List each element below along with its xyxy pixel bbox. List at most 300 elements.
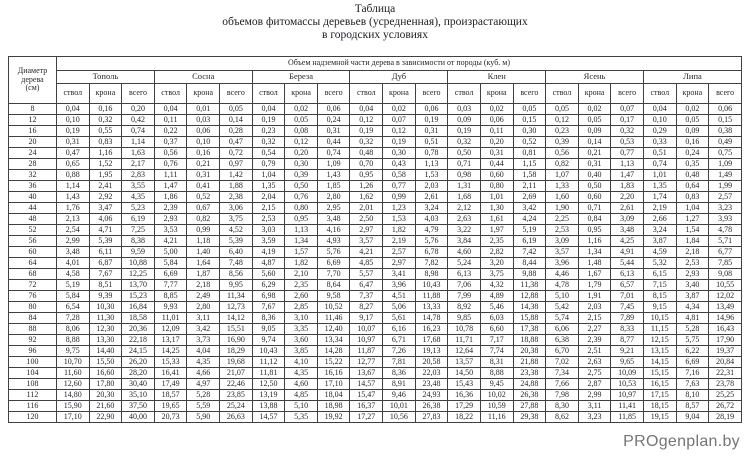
species-header: Липа — [643, 71, 741, 84]
value-cell: 5,19 — [57, 280, 90, 291]
value-cell: 5,71 — [709, 236, 742, 247]
diameter-cell: 116 — [9, 401, 57, 412]
value-cell: 16,23 — [415, 324, 448, 335]
value-cell: 7,74 — [480, 346, 513, 357]
species-header: Клен — [448, 71, 546, 84]
value-cell: 8,44 — [513, 258, 546, 269]
table-row — [9, 302, 742, 313]
value-cell: 4,85 — [350, 258, 383, 269]
value-cell: 3,60 — [285, 335, 318, 346]
value-cell: 17,80 — [89, 379, 122, 390]
value-cell: 0,23 — [252, 126, 285, 137]
value-cell: 4,91 — [611, 247, 644, 258]
value-cell: 22,03 — [415, 368, 448, 379]
value-cell: 0,47 — [57, 148, 90, 159]
value-cell: 6,03 — [480, 313, 513, 324]
diameter-cell: 80 — [9, 302, 57, 313]
value-cell: 10,78 — [448, 324, 481, 335]
value-cell: 2,97 — [350, 225, 383, 236]
value-cell: 20,58 — [415, 357, 448, 368]
value-cell: 0,05 — [513, 104, 546, 115]
value-cell: 0,14 — [220, 115, 253, 126]
value-cell: 0,07 — [611, 104, 644, 115]
value-cell: 0,74 — [317, 148, 350, 159]
table-row — [9, 335, 742, 346]
value-cell: 0,02 — [578, 104, 611, 115]
value-cell: 10,07 — [350, 324, 383, 335]
value-cell: 0,98 — [448, 170, 481, 181]
value-cell: 14,96 — [709, 313, 742, 324]
value-cell: 9,15 — [643, 302, 676, 313]
value-cell: 8,57 — [676, 401, 709, 412]
value-cell: 0,02 — [676, 104, 709, 115]
value-cell: 24,88 — [513, 379, 546, 390]
value-cell: 7,67 — [252, 302, 285, 313]
value-cell: 6,13 — [448, 269, 481, 280]
value-cell: 7,06 — [448, 280, 481, 291]
value-cell: 10,53 — [611, 379, 644, 390]
value-cell: 0,83 — [89, 137, 122, 148]
value-cell: 0,49 — [709, 137, 742, 148]
value-cell: 7,66 — [546, 379, 579, 390]
value-cell: 0,06 — [187, 126, 220, 137]
table-row — [9, 269, 742, 280]
value-cell: 6,11 — [89, 247, 122, 258]
value-cell: 0,19 — [383, 137, 416, 148]
value-cell: 1,42 — [220, 170, 253, 181]
value-cell: 2,18 — [187, 280, 220, 291]
value-cell: 2,03 — [415, 181, 448, 192]
diameter-cell: 60 — [9, 247, 57, 258]
value-cell: 8,88 — [57, 335, 90, 346]
value-cell: 2,35 — [285, 280, 318, 291]
value-cell: 0,31 — [187, 170, 220, 181]
value-cell: 14,50 — [448, 368, 481, 379]
subheader-cell: ствол — [154, 84, 187, 104]
value-cell: 2,03 — [578, 302, 611, 313]
value-cell: 0,71 — [578, 203, 611, 214]
diameter-cell: 108 — [9, 379, 57, 390]
value-cell: 0,06 — [480, 115, 513, 126]
value-cell: 3,57 — [350, 236, 383, 247]
table-row — [9, 148, 742, 159]
value-cell: 0,32 — [350, 137, 383, 148]
value-cell: 1,13 — [285, 225, 318, 236]
value-cell: 8,30 — [546, 401, 579, 412]
value-cell: 0,11 — [480, 126, 513, 137]
value-cell: 18,88 — [513, 335, 546, 346]
value-cell: 8,91 — [383, 379, 416, 390]
value-cell: 0,22 — [154, 126, 187, 137]
value-cell: 5,44 — [611, 258, 644, 269]
value-cell: 6,40 — [220, 247, 253, 258]
value-cell: 0,07 — [383, 115, 416, 126]
value-cell: 7,02 — [546, 357, 579, 368]
value-cell: 2,80 — [187, 302, 220, 313]
value-cell: 2,35 — [480, 236, 513, 247]
table-row — [9, 379, 742, 390]
value-cell: 0,01 — [187, 104, 220, 115]
value-cell: 8,92 — [448, 302, 481, 313]
value-cell: 3,42 — [187, 324, 220, 335]
value-cell: 0,20 — [480, 137, 513, 148]
value-cell: 8,36 — [383, 368, 416, 379]
value-cell: 1,53 — [415, 170, 448, 181]
value-cell: 9,59 — [122, 247, 155, 258]
value-cell: 9,88 — [513, 269, 546, 280]
value-cell: 4,06 — [89, 214, 122, 225]
value-cell: 2,10 — [285, 269, 318, 280]
value-cell: 0,51 — [643, 148, 676, 159]
value-cell: 25,25 — [709, 390, 742, 401]
value-cell: 3,57 — [546, 247, 579, 258]
table-row — [9, 170, 742, 181]
value-cell: 9,93 — [154, 302, 187, 313]
value-cell: 17,29 — [448, 401, 481, 412]
value-cell: 5,46 — [480, 302, 513, 313]
diameter-cell: 20 — [9, 137, 57, 148]
value-cell: 5,61 — [383, 313, 416, 324]
value-cell: 3,75 — [480, 269, 513, 280]
value-cell: 0,77 — [611, 148, 644, 159]
value-cell: 3,96 — [546, 258, 579, 269]
value-cell: 4,35 — [285, 368, 318, 379]
value-cell: 0,39 — [546, 137, 579, 148]
volume-span-header: Объем надземной части дерева в зависимости от породы (куб. м) — [57, 57, 742, 71]
value-cell: 1,74 — [643, 192, 676, 203]
value-cell: 0,44 — [317, 137, 350, 148]
diameter-cell: 24 — [9, 148, 57, 159]
value-cell: 0,05 — [220, 104, 253, 115]
value-cell: 4,35 — [187, 357, 220, 368]
value-cell: 5,39 — [89, 236, 122, 247]
value-cell: 0,06 — [415, 104, 448, 115]
value-cell: 0,09 — [578, 126, 611, 137]
value-cell: 0,50 — [578, 181, 611, 192]
value-cell: 0,29 — [643, 126, 676, 137]
title-line-3: в городских условиях — [322, 29, 428, 41]
value-cell: 17,68 — [415, 335, 448, 346]
value-cell: 3,75 — [220, 214, 253, 225]
value-cell: 1,88 — [220, 181, 253, 192]
table-row — [9, 357, 742, 368]
value-cell: 7,45 — [611, 302, 644, 313]
value-cell: 29,38 — [513, 412, 546, 423]
value-cell: 5,39 — [220, 236, 253, 247]
value-cell: 9,46 — [383, 390, 416, 401]
value-cell: 0,02 — [285, 104, 318, 115]
value-cell: 2,54 — [57, 225, 90, 236]
diameter-cell: 64 — [9, 258, 57, 269]
value-cell: 40,00 — [122, 412, 155, 423]
value-cell: 0,10 — [187, 137, 220, 148]
value-cell: 0,24 — [317, 115, 350, 126]
value-cell: 4,66 — [187, 368, 220, 379]
value-cell: 1,11 — [154, 170, 187, 181]
diameter-cell: 28 — [9, 159, 57, 170]
value-cell: 5,35 — [285, 412, 318, 423]
value-cell: 26,63 — [220, 412, 253, 423]
value-cell: 2,57 — [383, 247, 416, 258]
value-cell: 0,19 — [415, 115, 448, 126]
value-cell: 1,62 — [350, 192, 383, 203]
value-cell: 9,95 — [220, 280, 253, 291]
value-cell: 1,95 — [89, 170, 122, 181]
value-cell: 12,50 — [252, 379, 285, 390]
diameter-cell: 36 — [9, 181, 57, 192]
value-cell: 1,57 — [285, 247, 318, 258]
value-cell: 28,20 — [122, 368, 155, 379]
value-cell: 6,70 — [546, 346, 579, 357]
value-cell: 0,12 — [350, 115, 383, 126]
value-cell: 9,65 — [611, 357, 644, 368]
value-cell: 7,15 — [643, 280, 676, 291]
value-cell: 1,14 — [57, 181, 90, 192]
diameter-header-line: Диаметр — [17, 65, 48, 75]
value-cell: 23,78 — [709, 379, 742, 390]
table-row — [9, 280, 742, 291]
value-cell: 1,16 — [578, 236, 611, 247]
value-cell: 1,15 — [513, 159, 546, 170]
value-cell: 0,15 — [513, 115, 546, 126]
diameter-cell: 84 — [9, 313, 57, 324]
value-cell: 10,97 — [611, 390, 644, 401]
diameter-cell: 12 — [9, 115, 57, 126]
table-row — [9, 225, 742, 236]
value-cell: 0,02 — [383, 104, 416, 115]
value-cell: 4,35 — [122, 192, 155, 203]
table-row — [9, 214, 742, 225]
value-cell: 2,49 — [187, 291, 220, 302]
value-cell: 26,38 — [415, 401, 448, 412]
value-cell: 1,23 — [383, 203, 416, 214]
value-cell: 0,05 — [578, 115, 611, 126]
value-cell: 2,04 — [252, 192, 285, 203]
value-cell: 1,13 — [611, 159, 644, 170]
value-cell: 0,04 — [350, 104, 383, 115]
value-cell: 7,89 — [611, 313, 644, 324]
table-row — [9, 313, 742, 324]
value-cell: 0,06 — [317, 104, 350, 115]
value-cell: 13,88 — [252, 401, 285, 412]
value-cell: 0,47 — [220, 137, 253, 148]
value-cell: 0,06 — [709, 104, 742, 115]
value-cell: 2,92 — [89, 192, 122, 203]
value-cell: 16,37 — [350, 401, 383, 412]
value-cell: 0,21 — [578, 148, 611, 159]
value-cell: 2,15 — [252, 203, 285, 214]
subheader-cell: всего — [709, 84, 742, 104]
value-cell: 4,89 — [480, 291, 513, 302]
diameter-cell: 16 — [9, 126, 57, 137]
value-cell: 20,30 — [89, 390, 122, 401]
value-cell: 4,32 — [480, 280, 513, 291]
value-cell: 5,24 — [448, 258, 481, 269]
value-cell: 11,38 — [513, 280, 546, 291]
value-cell: 4,03 — [415, 214, 448, 225]
value-cell: 0,19 — [350, 126, 383, 137]
value-cell: 0,14 — [578, 137, 611, 148]
value-cell: 19,68 — [220, 357, 253, 368]
value-cell: 1,67 — [578, 269, 611, 280]
value-cell: 1,48 — [578, 258, 611, 269]
table-row — [9, 247, 742, 258]
value-cell: 26,72 — [709, 401, 742, 412]
diameter-cell: 8 — [9, 104, 57, 115]
diameter-cell: 40 — [9, 192, 57, 203]
value-cell: 0,78 — [415, 148, 448, 159]
diameter-cell: 68 — [9, 269, 57, 280]
value-cell: 10,56 — [383, 412, 416, 423]
value-cell: 2,93 — [676, 269, 709, 280]
value-cell: 4,60 — [448, 247, 481, 258]
value-cell: 7,42 — [513, 247, 546, 258]
value-cell: 1,27 — [676, 214, 709, 225]
value-cell: 37,50 — [122, 401, 155, 412]
value-cell: 0,99 — [187, 225, 220, 236]
diameter-cell: 96 — [9, 346, 57, 357]
value-cell: 0,84 — [578, 214, 611, 225]
value-cell: 1,14 — [122, 137, 155, 148]
value-cell: 1,52 — [89, 159, 122, 170]
value-cell: 2,85 — [285, 302, 318, 313]
value-cell: 1,47 — [611, 170, 644, 181]
phytomass-table-container — [8, 56, 742, 423]
value-cell: 11,12 — [252, 357, 285, 368]
value-cell: 2,50 — [350, 214, 383, 225]
diameter-cell: 48 — [9, 214, 57, 225]
value-cell: 15,33 — [154, 357, 187, 368]
value-cell: 3,48 — [611, 225, 644, 236]
value-cell: 15,23 — [122, 291, 155, 302]
value-cell: 6,78 — [415, 247, 448, 258]
value-cell: 3,85 — [285, 346, 318, 357]
value-cell: 4,78 — [546, 280, 579, 291]
species-header: Сосна — [154, 71, 252, 84]
value-cell: 1,04 — [676, 203, 709, 214]
value-cell: 0,76 — [285, 192, 318, 203]
value-cell: 21,88 — [513, 357, 546, 368]
value-cell: 6,60 — [480, 324, 513, 335]
value-cell: 5,75 — [676, 335, 709, 346]
diameter-cell: 44 — [9, 203, 57, 214]
value-cell: 9,74 — [252, 335, 285, 346]
value-cell: 2,53 — [676, 258, 709, 269]
species-header: Тополь — [57, 71, 155, 84]
value-cell: 2,97 — [383, 258, 416, 269]
value-cell: 14,80 — [57, 390, 90, 401]
value-cell: 1,86 — [154, 192, 187, 203]
value-cell: 2,11 — [513, 181, 546, 192]
value-cell: 8,10 — [676, 390, 709, 401]
value-cell: 19,65 — [154, 401, 187, 412]
value-cell: 8,06 — [57, 324, 90, 335]
value-cell: 6,47 — [350, 280, 383, 291]
value-cell: 4,52 — [220, 225, 253, 236]
value-cell: 14,57 — [350, 379, 383, 390]
value-cell: 1,64 — [187, 258, 220, 269]
value-cell: 0,82 — [187, 214, 220, 225]
value-cell: 2,13 — [57, 214, 90, 225]
value-cell: 3,47 — [89, 203, 122, 214]
subheader-cell: всего — [317, 84, 350, 104]
value-cell: 3,09 — [611, 214, 644, 225]
value-cell: 0,04 — [252, 104, 285, 115]
value-cell: 4,19 — [252, 247, 285, 258]
value-cell: 8,98 — [415, 269, 448, 280]
value-cell: 0,12 — [546, 115, 579, 126]
value-cell: 2,38 — [220, 192, 253, 203]
value-cell: 17,49 — [154, 379, 187, 390]
value-cell: 1,53 — [383, 214, 416, 225]
value-cell: 3,55 — [122, 181, 155, 192]
table-row — [9, 368, 742, 379]
value-cell: 3,93 — [709, 214, 742, 225]
value-cell: 23,48 — [415, 379, 448, 390]
value-cell: 0,53 — [611, 137, 644, 148]
value-cell: 10,09 — [611, 368, 644, 379]
value-cell: 16,41 — [154, 368, 187, 379]
value-cell: 0,32 — [611, 126, 644, 137]
value-cell: 9,08 — [709, 269, 742, 280]
subheader-cell: всего — [513, 84, 546, 104]
table-row — [9, 324, 742, 335]
subheader-cell: всего — [220, 84, 253, 104]
diameter-cell: 120 — [9, 412, 57, 423]
value-cell: 2,75 — [578, 368, 611, 379]
value-cell: 7,28 — [57, 313, 90, 324]
value-cell: 17,10 — [317, 379, 350, 390]
value-cell: 6,19 — [513, 236, 546, 247]
subheader-cell: ствол — [448, 84, 481, 104]
value-cell: 2,63 — [578, 357, 611, 368]
value-cell: 14,12 — [220, 313, 253, 324]
subheader-cell: крона — [187, 84, 220, 104]
value-cell: 0,28 — [220, 126, 253, 137]
table-row — [9, 126, 742, 137]
value-cell: 4,87 — [252, 258, 285, 269]
value-cell: 17,27 — [350, 412, 383, 423]
value-cell: 1,82 — [285, 258, 318, 269]
value-cell: 4,85 — [285, 390, 318, 401]
value-cell: 3,41 — [383, 269, 416, 280]
value-cell: 3,23 — [709, 203, 742, 214]
value-cell: 0,03 — [448, 104, 481, 115]
value-cell: 0,30 — [285, 159, 318, 170]
value-cell: 10,02 — [480, 390, 513, 401]
value-cell: 0,48 — [350, 148, 383, 159]
value-cell: 3,20 — [480, 258, 513, 269]
value-cell: 15,47 — [350, 390, 383, 401]
value-cell: 0,52 — [187, 192, 220, 203]
value-cell: 1,31 — [448, 181, 481, 192]
value-cell: 1,04 — [252, 170, 285, 181]
value-cell: 7,70 — [317, 269, 350, 280]
table-row — [9, 401, 742, 412]
diameter-cell: 32 — [9, 170, 57, 181]
value-cell: 1,58 — [513, 170, 546, 181]
value-cell: 8,85 — [154, 291, 187, 302]
value-cell: 0,05 — [676, 115, 709, 126]
value-cell: 8,31 — [480, 357, 513, 368]
value-cell: 6,87 — [89, 258, 122, 269]
value-cell: 3,87 — [676, 291, 709, 302]
value-cell: 4,21 — [350, 247, 383, 258]
value-cell: 0,16 — [89, 104, 122, 115]
value-cell: 2,61 — [415, 192, 448, 203]
value-cell: 1,63 — [122, 148, 155, 159]
subheader-cell: ствол — [252, 84, 285, 104]
